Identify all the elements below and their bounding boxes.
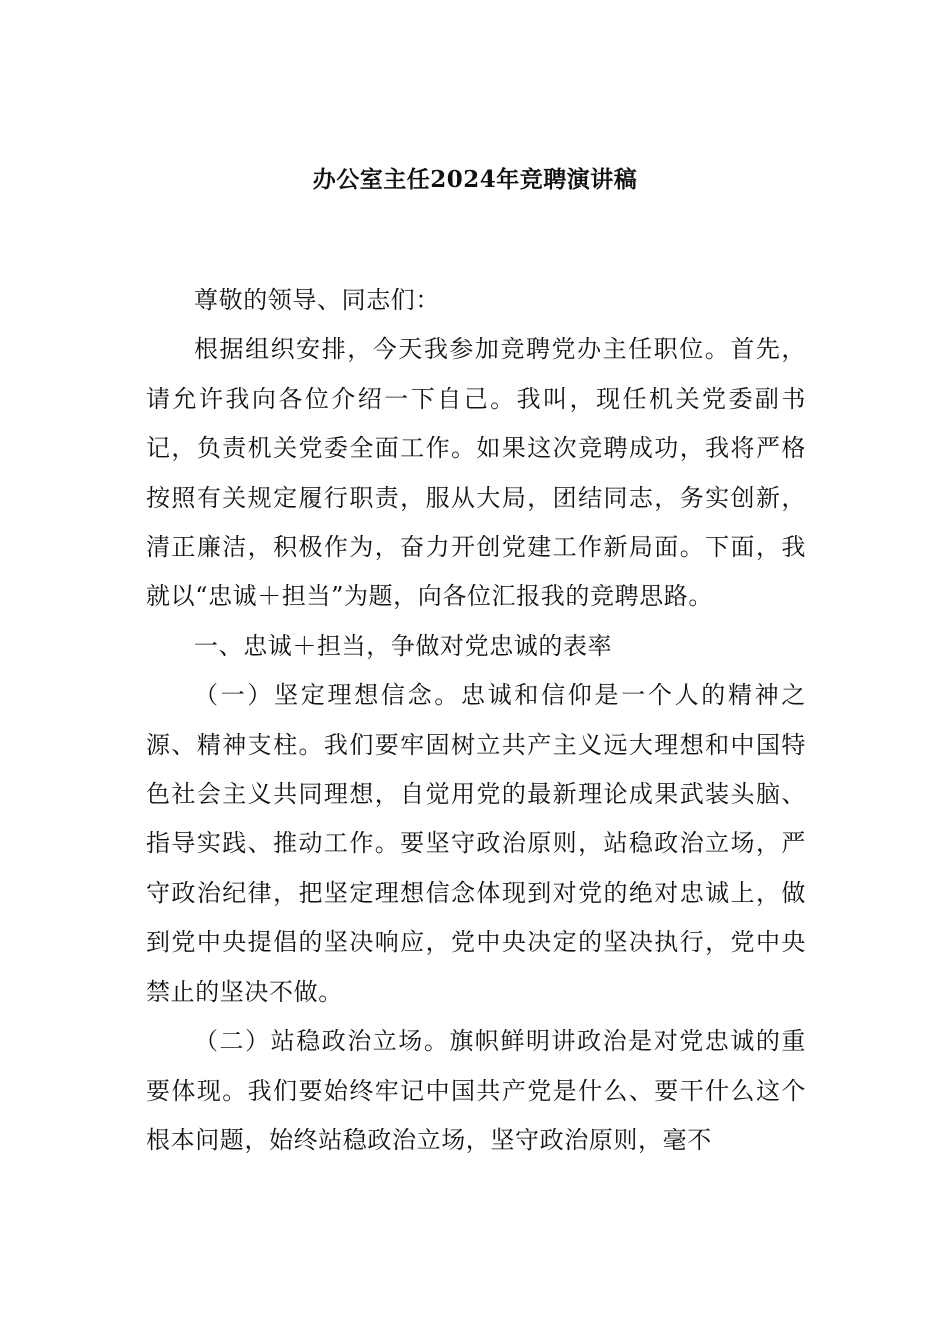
paragraph-1-1: （一）坚定理想信念。忠诚和信仰是一个人的精神之源、精神支柱。我们要牢固树立共产主义远大理想和中国特色社会主义共同理想，自觉用党的最新理论成果武装头脑、指导实践、推动工作。要坚守政治原则，站稳政治立场，严守政治纪律，把坚定理想信念体现到对党的绝对忠诚上，做到党中央提倡的坚决响应，党中央决定的坚决执行，党中央禁止的坚决不做。 — [146, 681, 806, 1006]
section-heading-1: 一、忠诚＋担当，争做对党忠诚的表率 — [194, 631, 613, 660]
document-title: 办公室主任2024年竞聘演讲稿 — [312, 166, 638, 193]
paragraph-intro: 根据组织安排，今天我参加竞聘党办主任职位。首先，请允许我向各位介绍一下自己。我叫，现任机关党委副书记，负责机关党委全面工作。如果这次竞聘成功，我将严格按照有关规定履行职责，服从大局，团结同志，务实创新，清正廉洁，积极作为，奋力开创党建工作新局面。下面，我就以“忠诚＋担当”为题，向各位汇报我的竞聘思路。 — [146, 335, 806, 611]
document-body — [146, 276, 806, 1165]
paragraph-1-2: （二）站稳政治立场。旗帜鲜明讲政治是对党忠诚的重要体现。我们要始终牢记中国共产党是什么、要干什么这个根本问题，始终站稳政治立场，坚守政治原则，毫不 — [146, 1027, 806, 1154]
greeting: 尊敬的领导、同志们： — [194, 286, 440, 314]
